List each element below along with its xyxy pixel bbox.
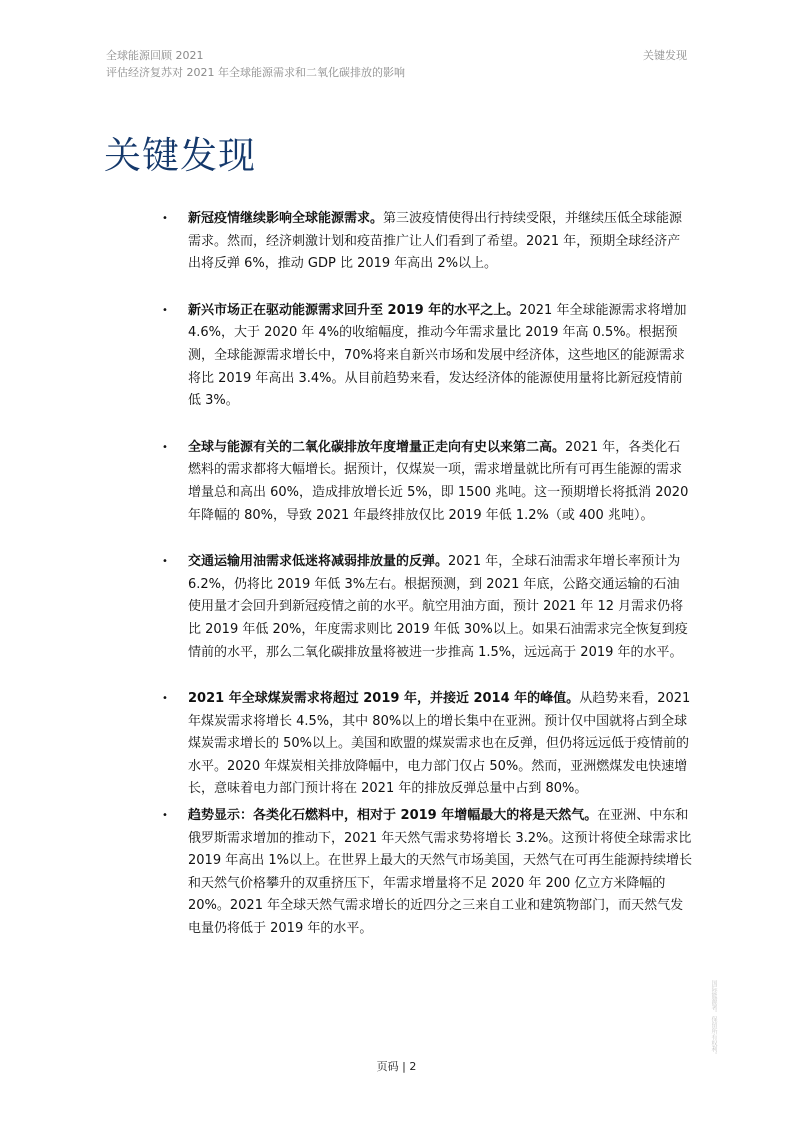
- finding-lead: 交通运输用油需求低迷将减弱排放量的反弹。: [188, 554, 449, 570]
- header-section-label: 关键发现: [643, 49, 687, 62]
- bullet-icon: •: [162, 810, 168, 822]
- finding-lead: 2021 年全球煤炭需求将超过 2019 年，并接近 2014 年的峰值。: [188, 691, 580, 707]
- bullet-icon: •: [162, 304, 168, 316]
- finding-body: 第三波疫情使得出行持续受限，并继续压低全球能源需求。然而，经济刺激计划和疫苗推广让人们看到了希望。2021 年，预期全球经济产出将反弹 6%，推动 GDP 比 2019 年高出 2%以上。: [188, 211, 683, 272]
- finding-item: [162, 688, 692, 801]
- bullet-icon: •: [162, 213, 168, 224]
- finding-body: 2021 年，全球石油需求年增长率预计为 6.2%，仍将比 2019 年低 3%左右。根据预测，到 2021 年底，公路交通运输的石油使用量才会回升到新冠疫情之前的水平。航空用油方面，预计 2021 年 12 月需求仍将比 2019 年低 20%，年度需求则比 2019 年低 30%以上。如果石油需求完全恢复到疫情前的水平，那么二氧化碳排放量将被进一步推高 1.5%，远远高于 2019 年的水平。: [188, 554, 688, 660]
- finding-item: [162, 551, 692, 664]
- finding-body: 在亚洲、中东和俄罗斯需求增加的推动下，2021 年天然气需求势将增长 3.2%。这预计将使全球需求比 2019 年高出 1%以上。在世界上最大的天然气市场美国，天然气在可再生能源持续增长和天然气价格攀升的双重挤压下，年需求增量将不足 2020 年 200 亿立方米降幅的 20%。2021 年全球天然气需求增长的近四分之三来自工业和建筑物部门，而天然气发电量仍将低于 2019 年的水平。: [188, 808, 692, 937]
- page-number: 页码 | 2: [376, 1060, 417, 1073]
- bullet-icon: •: [162, 441, 168, 453]
- finding-item: [162, 805, 692, 941]
- doc-title: 全球能源回顾 2021: [106, 49, 204, 62]
- findings-list: [162, 208, 692, 941]
- finding-lead: 新兴市场正在驱动能源需求回升至 2019 年的水平之上。: [188, 302, 520, 318]
- page-title: 关键发现: [104, 133, 256, 177]
- finding-body: 2021 年全球能源需求将增加 4.6%，大于 2020 年 4%的收缩幅度，推动今年需求量比 2019 年高 0.5%。根据预测，全球能源需求增长中，70%将来自新兴市场和发展中经济体，这些地区的能源需求将比 2019 年高出 3.4%。从目前趋势来看，发达经济体的能源使用量将比新冠疫情前低 3%。: [188, 302, 687, 409]
- finding-lead: 趋势显示：各类化石燃料中，相对于 2019 年增幅最大的将是天然气。: [188, 808, 598, 824]
- copyright-note: 国际能源署。保留所有权利。: [710, 980, 717, 1058]
- bullet-icon: •: [162, 693, 168, 705]
- finding-lead: 全球与能源有关的二氧化碳排放年度增量正走向有史以来第二高。: [188, 439, 566, 455]
- finding-item: [162, 300, 692, 413]
- doc-subtitle: 评估经济复苏对 2021 年全球能源需求和二氧化碳排放的影响: [106, 66, 405, 79]
- finding-item: [162, 437, 692, 527]
- page-header: [106, 47, 405, 81]
- finding-body: 2021 年，各类化石燃料的需求都将大幅增长。据预计，仅煤炭一项，需求增量就比所有可再生能源的需求增量总和高出 60%，造成排放增长近 5%，即 1500 兆吨。这一预期增长将抵消 2020 年降幅的 80%，导致 2021 年最终排放仅比 2019 年低 1.2%（或 400 兆吨）。: [188, 439, 689, 523]
- finding-lead: 新冠疫情继续影响全球能源需求。: [188, 211, 384, 226]
- bullet-icon: •: [162, 556, 168, 568]
- finding-item: [162, 208, 692, 276]
- finding-body: 从趋势来看，2021 年煤炭需求将增长 4.5%，其中 80%以上的增长集中在亚洲。预计仅中国就将占到全球煤炭需求增长的 50%以上。美国和欧盟的煤炭需求也在反弹，但仍将远远低于疫情前的水平。2020 年煤炭相关排放降幅中，电力部门仅占 50%。然而，亚洲燃煤发电快速增长，意味着电力部门预计将在 2021 年的排放反弹总量中占到 80%。: [188, 691, 691, 797]
